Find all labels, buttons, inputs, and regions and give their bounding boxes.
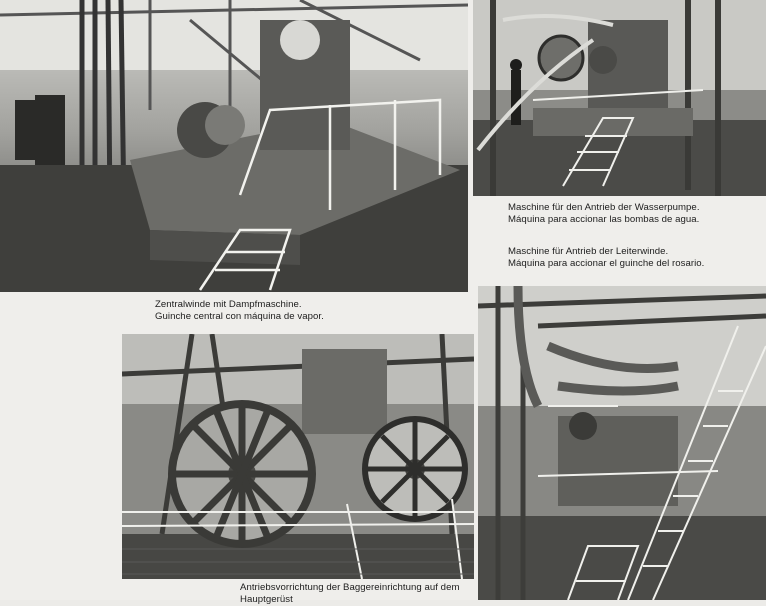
water-pump-caption-es: Máquina para accionar las bombas de agua.	[508, 214, 700, 225]
central-winch-illustration	[0, 0, 468, 292]
water-pump-illustration	[473, 0, 766, 196]
ladder-winch-caption-es: Máquina para accionar el guinche del rosario.	[508, 258, 705, 269]
ladder-winch-caption-de: Maschine für Antrieb der Leiterwinde.	[508, 246, 669, 257]
water-pump-machine-photo	[473, 0, 766, 196]
central-winch-caption	[155, 299, 324, 323]
ladder-winch-machine-photo	[478, 286, 766, 600]
central-winch-caption-es: Guinche central con máquina de vapor.	[155, 311, 324, 322]
dredge-drive-caption	[240, 582, 460, 606]
dredge-drive-illustration	[122, 334, 474, 579]
small-pulley-wheel	[365, 419, 465, 519]
dredge-drive-gear-photo	[122, 334, 474, 579]
ladder-winch-caption	[508, 246, 704, 270]
dredge-drive-caption-de-cont: Hauptgerüst	[240, 594, 293, 605]
dredge-drive-caption-de: Antriebsvorrichtung der Baggereinrichtung auf dem	[240, 582, 460, 593]
large-gear-wheel	[172, 404, 312, 544]
water-pump-caption-de: Maschine für den Antrieb der Wasserpumpe.	[508, 202, 700, 213]
central-winch-caption-de: Zentralwinde mit Dampfmaschine.	[155, 299, 302, 310]
water-pump-caption	[508, 202, 700, 226]
central-winch-photo	[0, 0, 468, 292]
ladder-winch-illustration	[478, 286, 766, 600]
